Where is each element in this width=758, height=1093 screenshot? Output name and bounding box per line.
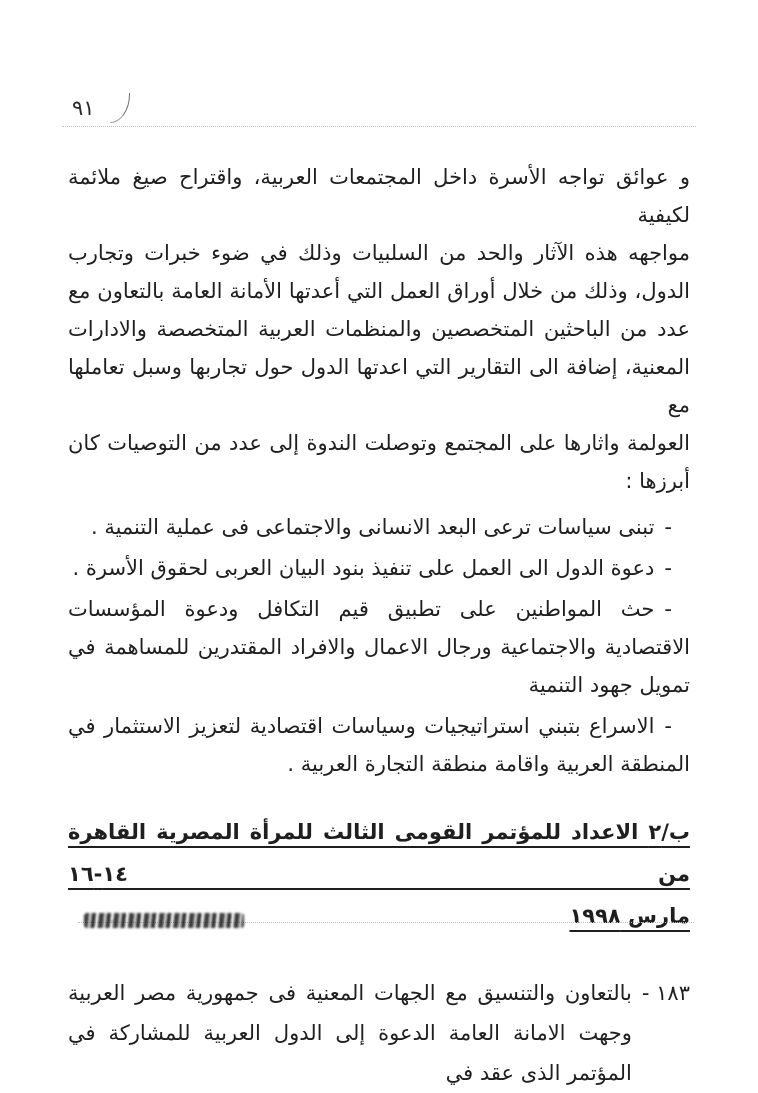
- page-number-arc-mark: [110, 93, 130, 123]
- page-number-text: ٩١: [72, 96, 95, 120]
- dash-marker: -: [664, 515, 672, 539]
- bullet-text: حث المواطنين على تطبيق قيم التكافل ودعوة المؤسسات الاقتصادية والاجتماعية ورجال الاعمال والافراد المقتدرين للمساهمة في تمويل جهود التنمية: [68, 597, 690, 697]
- page-footer: [78, 922, 694, 942]
- section-heading-line-2: مارس ١٩٩٨: [569, 904, 690, 928]
- bullet-text: تبنى سياسات ترعى البعد الانسانى والاجتماعى فى عملية التنمية .: [90, 515, 655, 539]
- paragraph-line: عدد من الباحثين المتخصصين والمنظمات العربية المتخصصة والادارات: [68, 317, 690, 341]
- intro-paragraph: [68, 158, 690, 462]
- item-text: بالتعاون والتنسيق مع الجهات المعنية فى جمهورية مصر العربية وجهت الامانة العامة الدعوة إلى الدول العربية للمشاركة في المؤتمر الذى عقد في: [68, 981, 632, 1085]
- recommendations-list: [68, 508, 690, 783]
- paragraph-line: الدول، وذلك من خلال أوراق العمل التي أعدتها الأمانة العامة بالتعاون مع: [68, 279, 690, 303]
- paragraph-last-line: أبرزها :: [625, 469, 690, 493]
- paragraph-line: مواجهه هذه الآثار والحد من السلبيات وذلك في ضوء خبرات وتجارب: [68, 241, 690, 265]
- list-item: [68, 508, 690, 546]
- document-body: [68, 158, 690, 1093]
- section-heading-line-1: ب/٢ الاعداد للمؤتمر القومى الثالث للمرأة المصرية القاهرة من ١٤-١٦: [68, 820, 690, 886]
- list-item: [68, 549, 690, 587]
- bullet-text: الاسراع بتبني استراتيجيات وسياسات اقتصادية لتعزيز الاستثمار في المنطقة العربية واقامة منطقة التجارة العربية .: [68, 714, 690, 776]
- numbered-item-183: [68, 973, 690, 1093]
- header-dotted-rule: [62, 126, 696, 127]
- item-number: ١٨٣ -: [641, 981, 690, 1005]
- dash-marker: -: [664, 714, 672, 738]
- footer-ink-smudge: [84, 913, 244, 928]
- bullet-text: دعوة الدول الى العمل على تنفيذ بنود البيان العربى لحقوق الأسرة .: [72, 556, 655, 580]
- page-header: [0, 96, 758, 136]
- list-item: [68, 707, 690, 783]
- paragraph-line: العولمة واثارها على المجتمع وتوصلت الندوة إلى عدد من التوصيات كان: [68, 431, 690, 455]
- list-item: [68, 590, 690, 704]
- dash-marker: -: [664, 556, 672, 580]
- page-number: [72, 96, 95, 128]
- paragraph-line: المعنية، إضافة الى التقارير التي اعدتها الدول حول تجاربها وسبل تعاملها مع: [68, 355, 690, 417]
- dash-marker: -: [664, 597, 672, 621]
- paragraph-line: و عوائق تواجه الأسرة داخل المجتمعات العربية، واقتراح صيغ ملائمة لكيفية: [68, 165, 690, 227]
